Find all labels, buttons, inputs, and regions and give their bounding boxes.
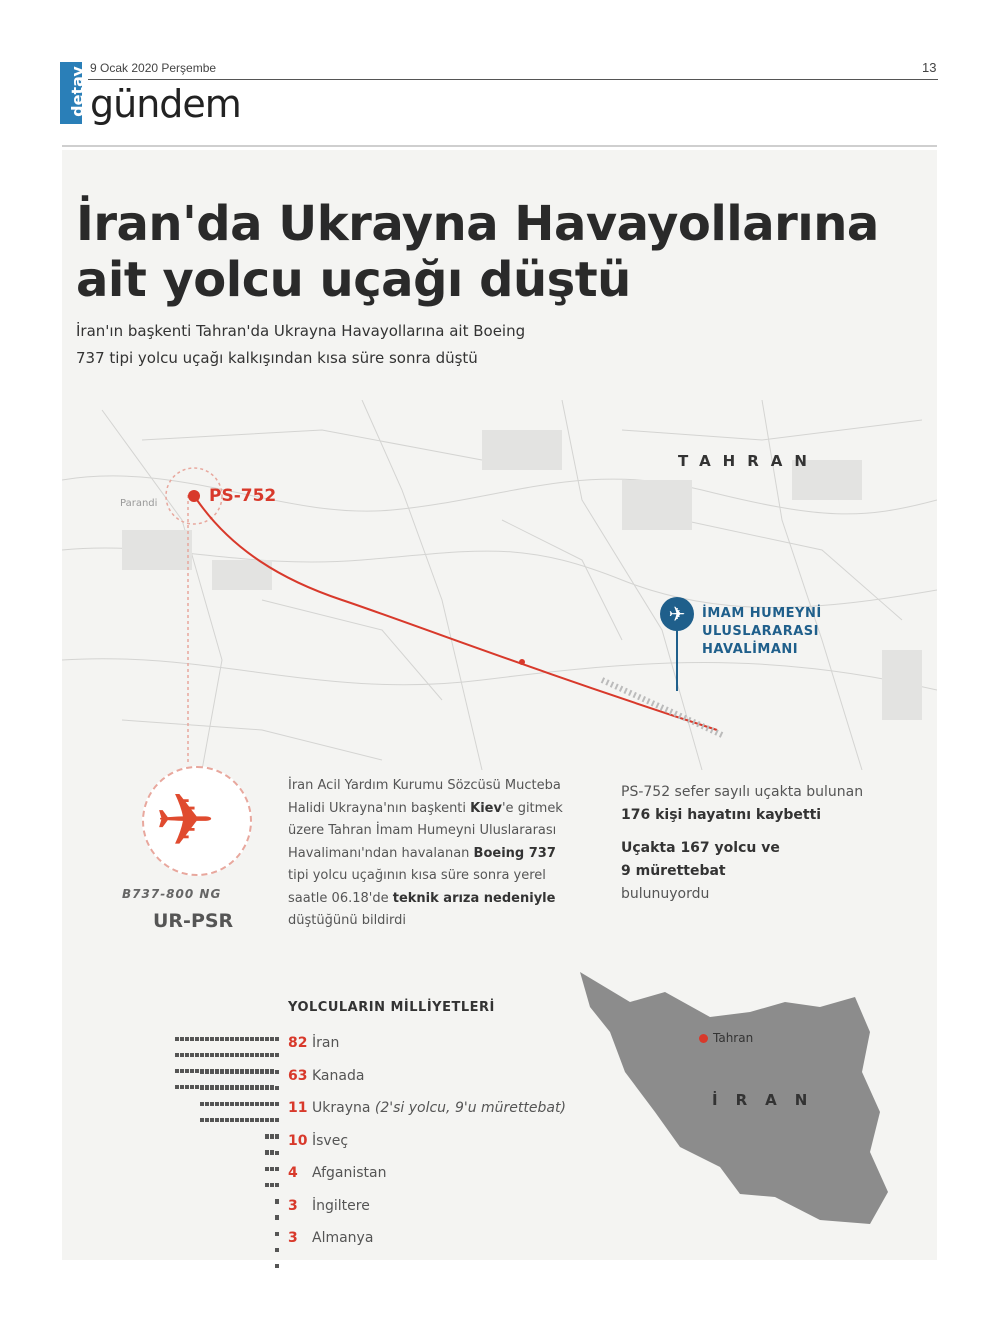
person-dot [210, 1053, 214, 1057]
person-dot [270, 1118, 274, 1122]
person-dot [245, 1037, 249, 1041]
city-label-tahran: TAHRAN [678, 452, 819, 470]
story-p2: 'e gitmek üzere Tahran İmam Humeyni Uluslararası Havalimanı'ndan havalanan [288, 800, 563, 861]
facts-line-4: 9 mürettebat [621, 863, 726, 879]
person-dot [265, 1102, 269, 1106]
nationality-count: 3 [288, 1197, 298, 1214]
person-dot [240, 1086, 244, 1090]
airplane-icon: ✈ [660, 597, 694, 631]
nationality-dots [275, 1232, 280, 1248]
person-dot [190, 1053, 194, 1057]
person-dot [240, 1070, 244, 1074]
nationality-row [80, 1132, 600, 1154]
person-dot [245, 1086, 249, 1090]
person-dot [275, 1248, 279, 1252]
person-dot [260, 1070, 264, 1074]
person-dot [180, 1037, 184, 1041]
person-dot [250, 1053, 254, 1057]
nationality-label: İran [312, 1035, 340, 1051]
person-dot [190, 1037, 194, 1041]
person-dot [185, 1053, 189, 1057]
nationality-dots [275, 1167, 280, 1183]
person-dot [220, 1053, 224, 1057]
aircraft-model: B737-800 NG [122, 887, 222, 901]
person-dot [275, 1216, 279, 1220]
person-dot [275, 1118, 279, 1122]
nationality-label: Kanada [312, 1067, 365, 1084]
nationality-row [80, 1067, 600, 1089]
person-dot [200, 1037, 204, 1041]
person-dot [275, 1086, 279, 1090]
person-dot [275, 1037, 279, 1041]
person-dot [215, 1053, 219, 1057]
person-dot [265, 1053, 269, 1057]
subheadline: İran'ın başkenti Tahran'da Ukrayna Havayollarına ait Boeing 737 tipi yolcu uçağı kalkışından kısa süre sonra düştü [76, 322, 526, 367]
nationality-label: Almanya [312, 1230, 374, 1246]
person-dot [270, 1135, 274, 1139]
headline-line-2: ait yolcu uçağı düştü [76, 252, 631, 308]
person-dot [270, 1151, 274, 1155]
capital-label: Tahran [713, 1031, 754, 1045]
person-dot [275, 1167, 279, 1171]
person-dot [265, 1118, 269, 1122]
person-dot [265, 1037, 269, 1041]
person-dot [215, 1070, 219, 1074]
facts-box [621, 781, 911, 906]
person-dot [245, 1053, 249, 1057]
country-label: İRAN [712, 1091, 826, 1109]
issue-date: 9 Ocak 2020 Perşembe [90, 61, 217, 75]
nationality-label: Afganistan [312, 1165, 387, 1181]
person-dot [255, 1053, 259, 1057]
person-dot [240, 1053, 244, 1057]
nationality-dots [265, 1135, 280, 1151]
person-dot [240, 1037, 244, 1041]
headline [76, 196, 936, 308]
nationality-count: 3 [288, 1230, 298, 1246]
person-dot [220, 1070, 224, 1074]
facts-line-3: Uçakta 167 yolcu ve [621, 840, 780, 856]
nationality-label: İngiltere [312, 1197, 370, 1214]
person-dot [200, 1070, 204, 1074]
person-dot [205, 1070, 209, 1074]
story-text [288, 775, 568, 933]
person-dot [235, 1053, 239, 1057]
person-dot [255, 1037, 259, 1041]
person-dot [250, 1070, 254, 1074]
person-dot [270, 1086, 274, 1090]
person-dot [270, 1053, 274, 1057]
person-dot [260, 1037, 264, 1041]
nationality-row [80, 1229, 600, 1251]
flight-number: PS-752 [209, 486, 277, 506]
person-dot [195, 1053, 199, 1057]
person-dot [275, 1200, 279, 1204]
divider [62, 145, 937, 147]
nationality-label: İsveç [312, 1132, 349, 1149]
facts-line-5: bulunuyordu [621, 886, 710, 902]
story-fault: teknik arıza nedeniyle [392, 890, 556, 906]
plane-icon: ✈ [155, 778, 216, 862]
person-dot [175, 1037, 179, 1041]
person-dot [200, 1086, 204, 1090]
nationality-row [80, 1034, 600, 1056]
story-p3: tipi yolcu uçağının kısa süre sonra yerel saatle 06.18'de [288, 868, 546, 906]
person-dot [270, 1037, 274, 1041]
story-boeing: Boeing 737 [473, 845, 556, 861]
person-dot [205, 1086, 209, 1090]
person-dot [260, 1086, 264, 1090]
person-dot [265, 1070, 269, 1074]
airport-name: İMAM HUMEYNİ ULUSLARARASI HAVALİMANI [702, 606, 822, 657]
person-dot [200, 1053, 204, 1057]
nationality-dots [265, 1102, 280, 1118]
person-dot [275, 1102, 279, 1106]
nationality-dots [275, 1200, 280, 1216]
person-dot [235, 1086, 239, 1090]
header-rule [88, 79, 938, 80]
person-dot [225, 1053, 229, 1057]
person-dot [255, 1086, 259, 1090]
story-p1: İran Acil Yardım Kurumu Sözcüsü Mucteba Halidi Ukrayna'nın başkenti [288, 778, 561, 816]
nationality-count: 4 [288, 1165, 298, 1181]
person-dot [275, 1264, 279, 1268]
person-dot [195, 1037, 199, 1041]
person-dot [230, 1070, 234, 1074]
person-dot [220, 1086, 224, 1090]
person-dot [270, 1070, 274, 1074]
person-dot [225, 1070, 229, 1074]
person-dot [175, 1053, 179, 1057]
nationality-count: 82 [288, 1035, 308, 1051]
person-dot [215, 1037, 219, 1041]
nationality-count: 63 [288, 1067, 308, 1084]
person-dot [255, 1070, 259, 1074]
person-dot [245, 1070, 249, 1074]
nationality-count: 11 [288, 1100, 308, 1116]
person-dot [265, 1135, 269, 1139]
person-dot [270, 1102, 274, 1106]
page-number: 13 [922, 60, 937, 75]
person-dot [185, 1037, 189, 1041]
headline-line-1: İran'da Ukrayna Havayollarına [76, 196, 879, 252]
person-dot [230, 1086, 234, 1090]
person-dot [265, 1151, 269, 1155]
nationality-note: (2'si yolcu, 9'u mürettebat) [374, 1100, 566, 1116]
story-kiev: Kiev [470, 800, 502, 816]
section-title: gündem [90, 82, 241, 126]
person-dot [210, 1070, 214, 1074]
person-dot [180, 1053, 184, 1057]
person-dot [220, 1037, 224, 1041]
person-dot [250, 1086, 254, 1090]
person-dot [275, 1151, 279, 1155]
story-p4: düştüğünü bildirdi [288, 913, 407, 928]
person-dot [210, 1037, 214, 1041]
nationality-dots [200, 1070, 280, 1086]
nationality-row [80, 1164, 600, 1186]
person-dot [275, 1232, 279, 1236]
nationality-count: 10 [288, 1132, 308, 1149]
person-dot [250, 1037, 254, 1041]
person-dot [275, 1070, 279, 1074]
person-dot [225, 1086, 229, 1090]
nationality-dots [175, 1037, 280, 1053]
person-dot [205, 1053, 209, 1057]
person-dot [275, 1135, 279, 1139]
person-dot [215, 1086, 219, 1090]
capital-marker [699, 1034, 708, 1043]
airport-pointer [676, 631, 678, 691]
nationality-row [80, 1197, 600, 1219]
person-dot [260, 1053, 264, 1057]
person-dot [275, 1053, 279, 1057]
person-dot [235, 1037, 239, 1041]
logo-text: detay [67, 66, 87, 117]
person-dot [275, 1183, 279, 1187]
place-label: Parandi [120, 498, 158, 509]
person-dot [230, 1053, 234, 1057]
person-dot [265, 1086, 269, 1090]
person-dot [230, 1037, 234, 1041]
nationality-row [80, 1099, 600, 1121]
nationalities-title: YOLCULARIN MİLLİYETLERİ [288, 1000, 495, 1015]
person-dot [205, 1037, 209, 1041]
person-dot [235, 1070, 239, 1074]
nationality-label: Ukrayna (2'si yolcu, 9'u mürettebat) [312, 1100, 566, 1116]
person-dot [225, 1037, 229, 1041]
facts-line-1: PS-752 sefer sayılı uçakta bulunan [621, 784, 864, 800]
facts-line-2: 176 kişi hayatını kaybetti [621, 807, 822, 823]
person-dot [210, 1086, 214, 1090]
aircraft-registration: UR-PSR [153, 910, 234, 932]
